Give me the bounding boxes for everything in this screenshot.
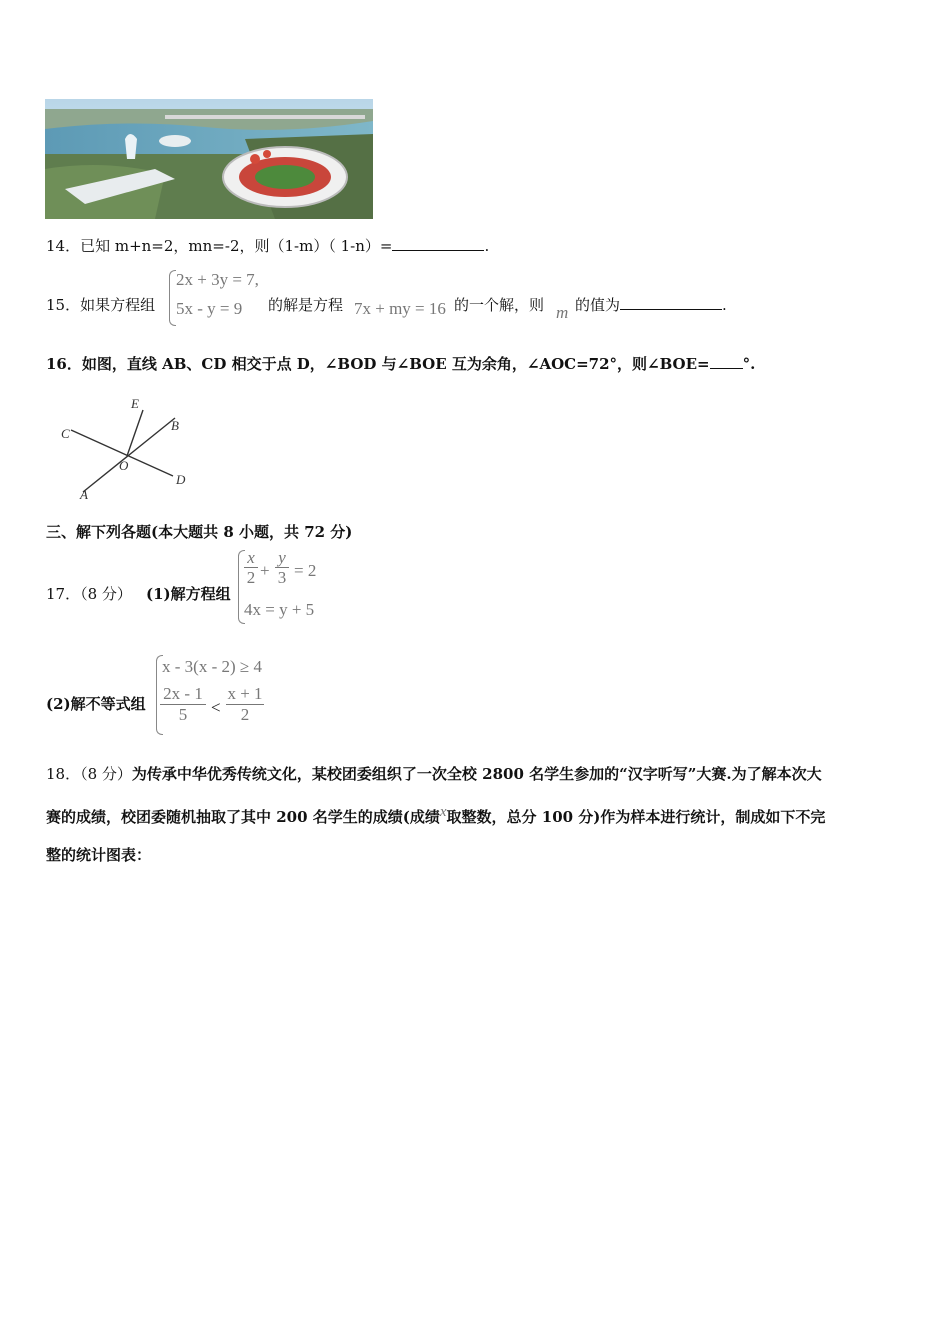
question-16	[46, 354, 755, 374]
question-15-middle2: 的一个解，则	[454, 296, 545, 314]
question-18	[46, 755, 906, 874]
label-e: E	[131, 396, 139, 411]
system-brace	[169, 270, 176, 326]
question-18-line3: 整的统计图表：	[46, 846, 152, 864]
label-d: D	[176, 472, 186, 487]
equation-3: 7x + my = 16	[354, 299, 446, 318]
variable-m: m	[556, 303, 569, 322]
stadium-aerial-photo-icon	[45, 99, 373, 219]
equation-2: 4x = y + 5	[244, 600, 315, 619]
question-18-line1: 为传承中华优秀传统文化，某校团委组织了一次全校 2800 名学生参加的“汉字听写”大赛.为了解本次大	[131, 765, 822, 783]
section-3-title: 三、解下列各题(本大题共 8 小题，共 72 分)	[46, 523, 353, 541]
fraction-x-over-2	[244, 549, 258, 586]
question-15-suffix-text: 的值为	[575, 296, 621, 314]
stadium-photo	[45, 99, 373, 219]
question-18-line2b: 取整数，总分 100 分)作为样本进行统计，制成如下不完	[446, 808, 826, 826]
fraction-numerator: x	[247, 548, 255, 567]
label-c: C	[61, 426, 70, 441]
question-18-prefix: 18．（8 分）	[46, 765, 132, 783]
question-17-part2: (2)解不等式组	[46, 695, 146, 713]
inequality-1: x - 3(x - 2) ≥ 4	[162, 657, 262, 676]
equation-2: 5x - y = 9	[176, 299, 243, 318]
fraction-2x-1-over-5	[160, 685, 206, 724]
geometry-figure	[55, 390, 200, 505]
fraction-numerator: 2x - 1	[163, 684, 203, 703]
question-16-tail: °.	[742, 355, 756, 373]
answer-blank	[392, 236, 484, 251]
answer-blank	[620, 295, 722, 310]
question-17-part1: (1)解方程组	[146, 585, 231, 603]
question-14	[46, 236, 489, 256]
plus-sign: +	[260, 561, 270, 580]
label-a: A	[80, 487, 88, 502]
ray-oe	[127, 410, 143, 456]
equation-rhs: = 2	[294, 561, 317, 580]
fraction-numerator: x + 1	[227, 684, 263, 703]
line-ab	[83, 418, 175, 492]
question-14-tail: .	[484, 237, 490, 255]
question-15-prefix: 15．如果方程组	[46, 296, 156, 314]
question-18-line2a: 赛的成绩，校团委随机抽取了其中 200 名学生的成绩(成绩	[46, 808, 440, 826]
question-16-text: 16．如图，直线 AB、CD 相交于点 D，∠BOD 与∠BOE 互为余角，∠AOC=72°，则∠BOE=	[46, 355, 710, 373]
answer-blank	[710, 354, 743, 369]
question-15-suffix	[575, 295, 727, 315]
label-b: B	[171, 418, 179, 433]
equation-1: 2x + 3y = 7,	[176, 270, 259, 289]
fraction-y-over-3	[275, 549, 289, 586]
fraction-x+1-over-2	[226, 685, 264, 724]
fraction-denominator: 3	[277, 568, 287, 587]
fraction-denominator: 2	[246, 568, 256, 587]
label-o: O	[119, 458, 129, 473]
question-17-prefix: 17．（8 分）	[46, 585, 132, 603]
variable-x: x	[439, 804, 447, 820]
fraction-numerator: y	[278, 548, 286, 567]
question-15-tail: .	[722, 296, 727, 314]
less-than-sign: <	[211, 698, 221, 717]
question-14-text: 14．已知 m+n=2，mn=-2，则（1-m）（ 1-n）=	[46, 237, 393, 255]
fraction-denominator: 2	[240, 705, 250, 724]
fraction-denominator: 5	[178, 705, 188, 724]
question-15-middle: 的解是方程	[268, 296, 344, 314]
